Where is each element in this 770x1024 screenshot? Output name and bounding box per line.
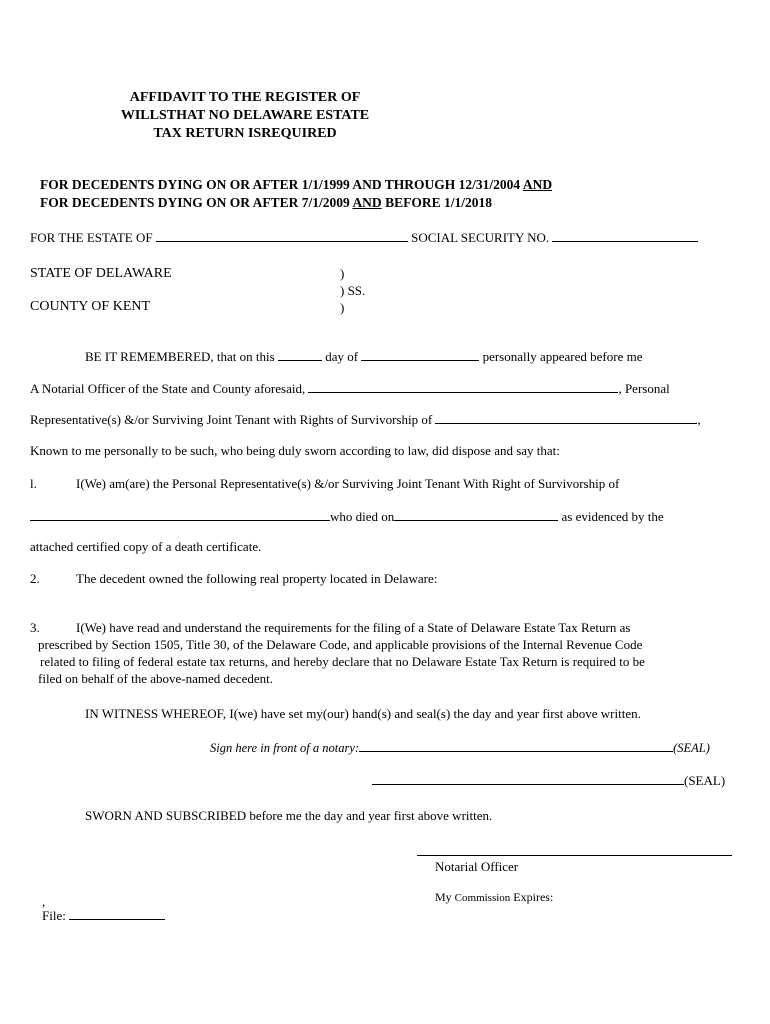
estate-name-field[interactable]: [156, 229, 408, 242]
attached-text: attached certified copy of a death certificate.: [30, 539, 262, 554]
died-row: [30, 508, 664, 525]
notarial-name-field[interactable]: [308, 380, 618, 393]
witness-text: IN WITNESS WHEREOF, I(we) have set my(our) hand(s) and seal(s) the day and year first above written.: [85, 706, 641, 721]
sworn-text: SWORN AND SUBSCRIBED before me the day and year first above written.: [85, 808, 493, 823]
county-label: COUNTY OF KENT: [30, 299, 151, 314]
file-row: [42, 907, 165, 924]
venue-paren-3: ): [340, 300, 345, 315]
file-field[interactable]: [69, 907, 165, 920]
commission-expires: Expires:: [513, 890, 554, 904]
title-line-3: TAX RETURN ISREQUIRED: [153, 126, 337, 141]
remembered-text-a: BE IT REMEMBERED, that on this: [85, 349, 275, 364]
applicability-line-1: [40, 177, 552, 193]
sign-label: Sign here in front of a notary:: [210, 741, 360, 755]
remembered-text-b: day of: [325, 349, 359, 364]
item2-text: The decedent owned the following real property located in Delaware:: [76, 571, 438, 586]
notarial-text-a: A Notarial Officer of the State and County aforesaid,: [30, 381, 306, 396]
item3-line-3: related to filing of federal estate tax returns, and hereby declare that no Delaware Estate Tax Return is required to be: [40, 654, 645, 669]
died-text-b: as evidenced by the: [561, 509, 664, 524]
estate-row: [30, 229, 698, 246]
remembered-text-c: personally appeared before me: [482, 349, 643, 364]
venue-paren-1: ): [340, 266, 345, 281]
item2-num: 2.: [30, 571, 40, 586]
applicability-text-2b: BEFORE 1/1/2018: [385, 195, 492, 210]
item1-text: I(We) am(are) the Personal Representative(s) &/or Surviving Joint Tenant With Right of Survivorship of: [76, 476, 620, 491]
commission-row: [435, 890, 553, 905]
seal-1: (SEAL): [673, 741, 710, 755]
signature-row-1: [210, 739, 710, 757]
notarial-row: [30, 380, 670, 397]
file-comma: ,: [42, 894, 46, 909]
estate-label: FOR THE ESTATE OF: [30, 230, 153, 245]
applicability-text-2a: FOR DECEDENTS DYING ON OR AFTER 7/1/2009: [40, 195, 350, 210]
day-field[interactable]: [278, 348, 322, 361]
title-line-2: WILLSTHAT NO DELAWARE ESTATE: [120, 108, 370, 123]
representative-end: ,: [697, 412, 701, 427]
applicability-text-1: FOR DECEDENTS DYING ON OR AFTER 1/1/1999 AND THROUGH 12/31/2004: [40, 177, 521, 192]
known-text: Known to me personally to be such, who being duly sworn according to law, did dispose and say that:: [30, 443, 560, 458]
notary-signature-line[interactable]: [417, 855, 732, 856]
applicability-and-1: AND: [522, 177, 553, 192]
applicability-line-2: [40, 195, 492, 211]
file-label: File:: [42, 908, 66, 923]
item3-line-2: prescribed by Section 1505, Title 30, of the Delaware Code, and applicable provisions of the Internal Revenue Code: [38, 637, 643, 652]
item3-num: 3.: [30, 620, 40, 635]
signature-field-2[interactable]: [372, 772, 684, 785]
ssn-field[interactable]: [552, 229, 698, 242]
title-line-1: AFFIDAVIT TO THE REGISTER OF: [129, 90, 361, 105]
representative-field[interactable]: [435, 411, 697, 424]
commission-word: Commission: [454, 892, 511, 904]
signature-field-1[interactable]: [359, 739, 673, 752]
item3-line-4: filed on behalf of the above-named decedent.: [38, 671, 273, 686]
item1-num: l.: [30, 476, 37, 491]
decedent-name-field[interactable]: [30, 508, 330, 521]
month-field[interactable]: [361, 348, 479, 361]
commission-my: My: [435, 890, 452, 904]
representative-text: Representative(s) &/or Surviving Joint Tenant with Rights of Survivorship of: [30, 412, 433, 427]
item3-line-1: I(We) have read and understand the requirements for the filing of a State of Delaware Estate Tax Return as: [76, 620, 631, 635]
died-text-a: who died on: [330, 509, 395, 524]
death-date-field[interactable]: [394, 508, 558, 521]
ssn-label: SOCIAL SECURITY NO.: [411, 230, 550, 245]
seal-2: (SEAL): [684, 773, 726, 788]
notarial-text-b: , Personal: [618, 381, 670, 396]
applicability-and-2: AND: [352, 195, 382, 210]
state-label: STATE OF DELAWARE: [30, 266, 172, 281]
representative-row: [30, 411, 701, 428]
signature-row-2: [372, 772, 725, 789]
remembered-row: [85, 348, 642, 365]
venue-ss: ) SS.: [340, 283, 366, 298]
notarial-officer-label: Notarial Officer: [435, 859, 519, 874]
